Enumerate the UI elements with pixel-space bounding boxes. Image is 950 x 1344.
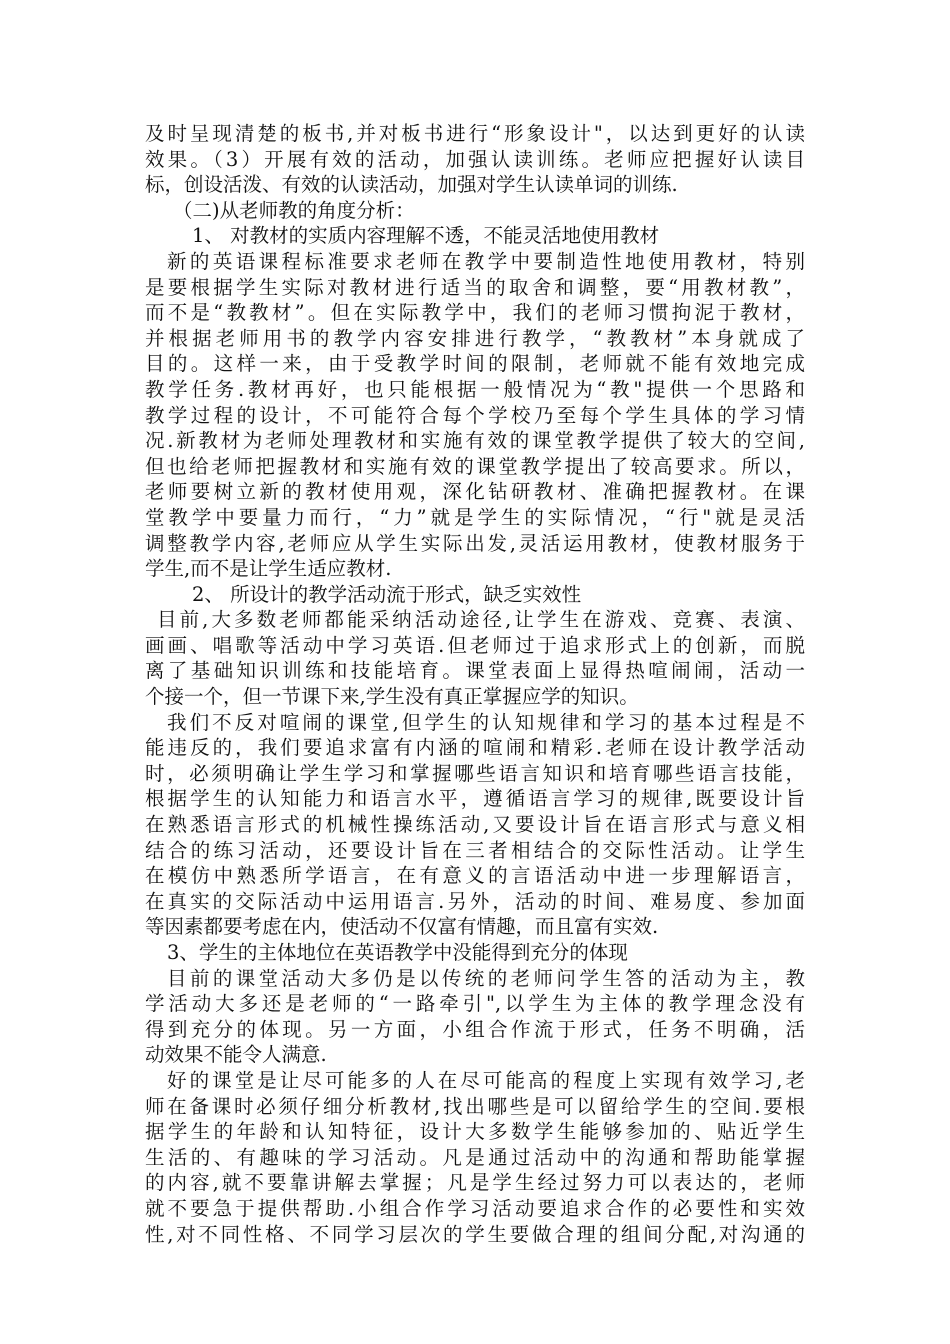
text-line: 3、学生的主体地位在英语教学中没能得到充分的体现	[167, 941, 628, 964]
text-line: 调整教学内容,老师应从学生实际出发,灵活运用教材，使教材服务于	[145, 531, 805, 555]
text-line: 根据学生的认知能力和语言水平，遵循语言学习的规律,既要设计旨	[145, 787, 805, 811]
text-line: 但也给老师把握教材和实施有效的课堂教学提出了较高要求。所以，	[145, 454, 805, 478]
text-line: 1、 对教材的实质内容理解不透，不能灵活地使用教材	[192, 224, 660, 248]
text-line: 能违反的，我们要追求富有内涵的喧闹和精彩.老师在设计教学活动	[145, 736, 805, 760]
text-line: 而不是“教教材”。但在实际教学中，我们的老师习惯拘泥于教材，	[145, 301, 805, 325]
document-body	[145, 121, 805, 1247]
text-line: 离了基础知识训练和技能培育。课堂表面上显得热喧闹闹，活动一	[145, 659, 805, 683]
text-line: 目前的课堂活动大多仍是以传统的老师问学生答的活动为主，教	[167, 966, 805, 990]
text-line: 动效果不能令人满意.	[145, 1043, 327, 1067]
text-line: 学活动大多还是老师的“一路牵引",以学生为主体的教学理念没有	[145, 992, 805, 1016]
text-line: （二)从老师教的角度分析：	[173, 198, 415, 222]
text-line: 我们不反对喧闹的课堂,但学生的认知规律和学习的基本过程是不	[167, 710, 805, 734]
text-line: 性,对不同性格、不同学习层次的学生要做合理的组间分配,对沟通的	[145, 1222, 805, 1246]
text-line: 等因素都要考虑在内，使活动不仅富有情趣，而且富有实效.	[145, 915, 659, 939]
text-line: 目的。这样一来，由于受教学时间的限制，老师就不能有效地完成	[145, 352, 805, 376]
text-line: 并根据老师用书的教学内容安排进行教学，“教教材”本身就成了	[145, 326, 805, 350]
text-line: 师在备课时必须仔细分析教材,找出哪些是可以留给学生的空间.要根	[145, 1094, 805, 1118]
text-line: 好的课堂是让尽可能多的人在尽可能高的程度上实现有效学习,老	[167, 1068, 805, 1092]
text-line: 生活的、有趣味的学习活动。凡是通过活动中的沟通和帮助能掌握	[145, 1145, 805, 1169]
text-line: 个接一个，但一节课下来,学生没有真正掌握应学的知识。	[145, 685, 639, 709]
text-line: 教学任务.教材再好，也只能根据一般情况为“教"提供一个思路和	[145, 377, 805, 401]
text-line: 2、 所设计的教学活动流于形式，缺乏实效性	[192, 582, 582, 606]
text-line: 时，必须明确让学生学习和掌握哪些语言知识和培育哪些语言技能，	[145, 761, 805, 785]
text-line: 目前,大多数老师都能采纳活动途径,让学生在游戏、竞赛、表演、	[157, 608, 805, 632]
text-line: 的内容,就不要靠讲解去掌握；凡是学生经过努力可以表达的，老师	[145, 1171, 805, 1195]
text-line: 效果。（3）开展有效的活动，加强认读训练。老师应把握好认读目	[145, 147, 805, 171]
text-line: 就不要急于提供帮助.小组合作学习活动要追求合作的必要性和实效	[145, 1196, 805, 1220]
text-line: 在熟悉语言形式的机械性操练活动,又要设计旨在语言形式与意义相	[145, 813, 805, 837]
text-line: 在真实的交际活动中运用语言.另外，活动的时间、难易度、参加面	[145, 889, 805, 913]
text-line: 画画、唱歌等活动中学习英语.但老师过于追求形式上的创新，而脱	[145, 633, 805, 657]
text-line: 老师要树立新的教材使用观，深化钻研教材、准确把握教材。在课	[145, 480, 805, 504]
text-line: 据学生的年龄和认知特征，设计大多数学生能够参加的、贴近学生	[145, 1120, 805, 1144]
text-line: 是要根据学生实际对教材进行适当的取舍和调整，要“用教材教”，	[145, 275, 805, 299]
text-line: 结合的练习活动，还要设计旨在三者相结合的交际性活动。让学生	[145, 838, 805, 862]
text-line: 学生,而不是让学生适应教材.	[145, 557, 392, 581]
text-line: 得到充分的体现。另一方面，小组合作流于形式，任务不明确，活	[145, 1017, 805, 1041]
text-line: 及时呈现清楚的板书,并对板书进行“形象设计"，以达到更好的认读	[145, 122, 805, 145]
text-line: 况.新教材为老师处理教材和实施有效的课堂教学提供了较大的空间,	[145, 429, 805, 453]
text-line: 在模仿中熟悉所学语言，在有意义的言语活动中进一步理解语言，	[145, 864, 805, 888]
text-line: 教学过程的设计，不可能符合每个学校乃至每个学生具体的学习情	[145, 403, 805, 427]
text-line: 新的英语课程标准要求老师在教学中要制造性地使用教材，特别	[167, 249, 805, 273]
text-line: 标，创设活泼、有效的认读活动，加强对学生认读单词的训练.	[145, 173, 678, 197]
text-line: 堂教学中要量力而行，“力”就是学生的实际情况，“行"就是灵活	[145, 505, 805, 529]
